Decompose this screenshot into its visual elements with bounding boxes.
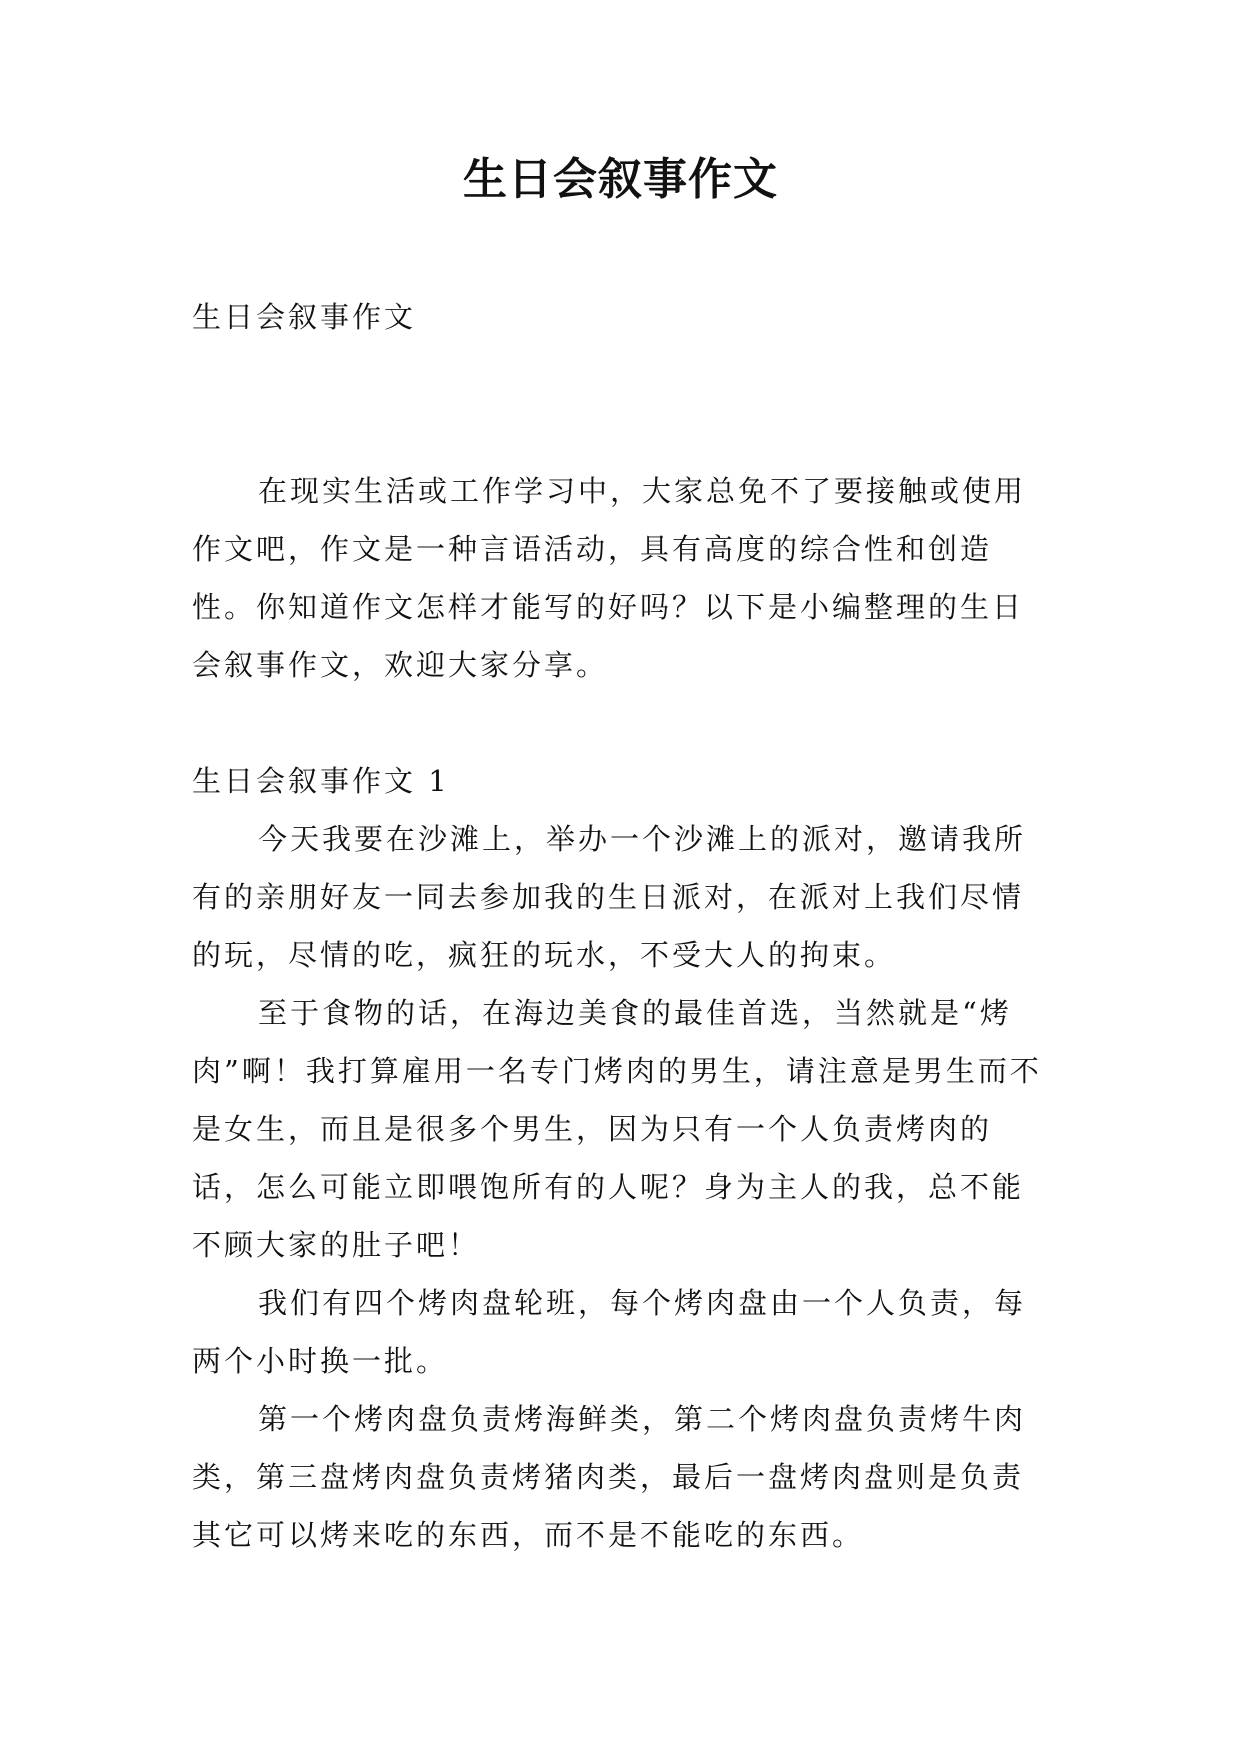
body-paragraph-1: 今天我要在沙滩上，举办一个沙滩上的派对，邀请我所有的亲朋好友一同去参加我的生日派对，在派对上我们尽情的玩，尽情的吃，疯狂的玩水，不受大人的拘束。 [192,822,1027,972]
body-paragraph-4: 第一个烤肉盘负责烤海鲜类，第二个烤肉盘负责烤牛肉类，第三盘烤肉盘负责烤猪肉类，最后一盘烤肉盘则是负责其它可以烤来吃的东西，而不是不能吃的东西。 [192,1402,1027,1552]
document-subtitle: 生日会叙事作文 [192,300,417,334]
section-heading: 生日会叙事作文 1 [192,764,450,798]
document-title: 生日会叙事作文 [463,154,778,205]
body-paragraph-3: 我们有四个烤肉盘轮班，每个烤肉盘由一个人负责，每两个小时换一批。 [192,1286,1027,1378]
body-paragraph-2: 至于食物的话，在海边美食的最佳首选，当然就是“烤肉”啊！我打算雇用一名专门烤肉的男生，请注意是男生而不是女生，而且是很多个男生，因为只有一个人负责烤肉的话，怎么可能立即喂饱所有的人呢？身为主人的我，总不能不顾大家的肚子吧！ [192,996,1042,1262]
intro-paragraph: 在现实生活或工作学习中，大家总免不了要接触或使用作文吧，作文是一种言语活动，具有高度的综合性和创造性。你知道作文怎样才能写的好吗？以下是小编整理的生日会叙事作文，欢迎大家分享。 [192,474,1027,682]
